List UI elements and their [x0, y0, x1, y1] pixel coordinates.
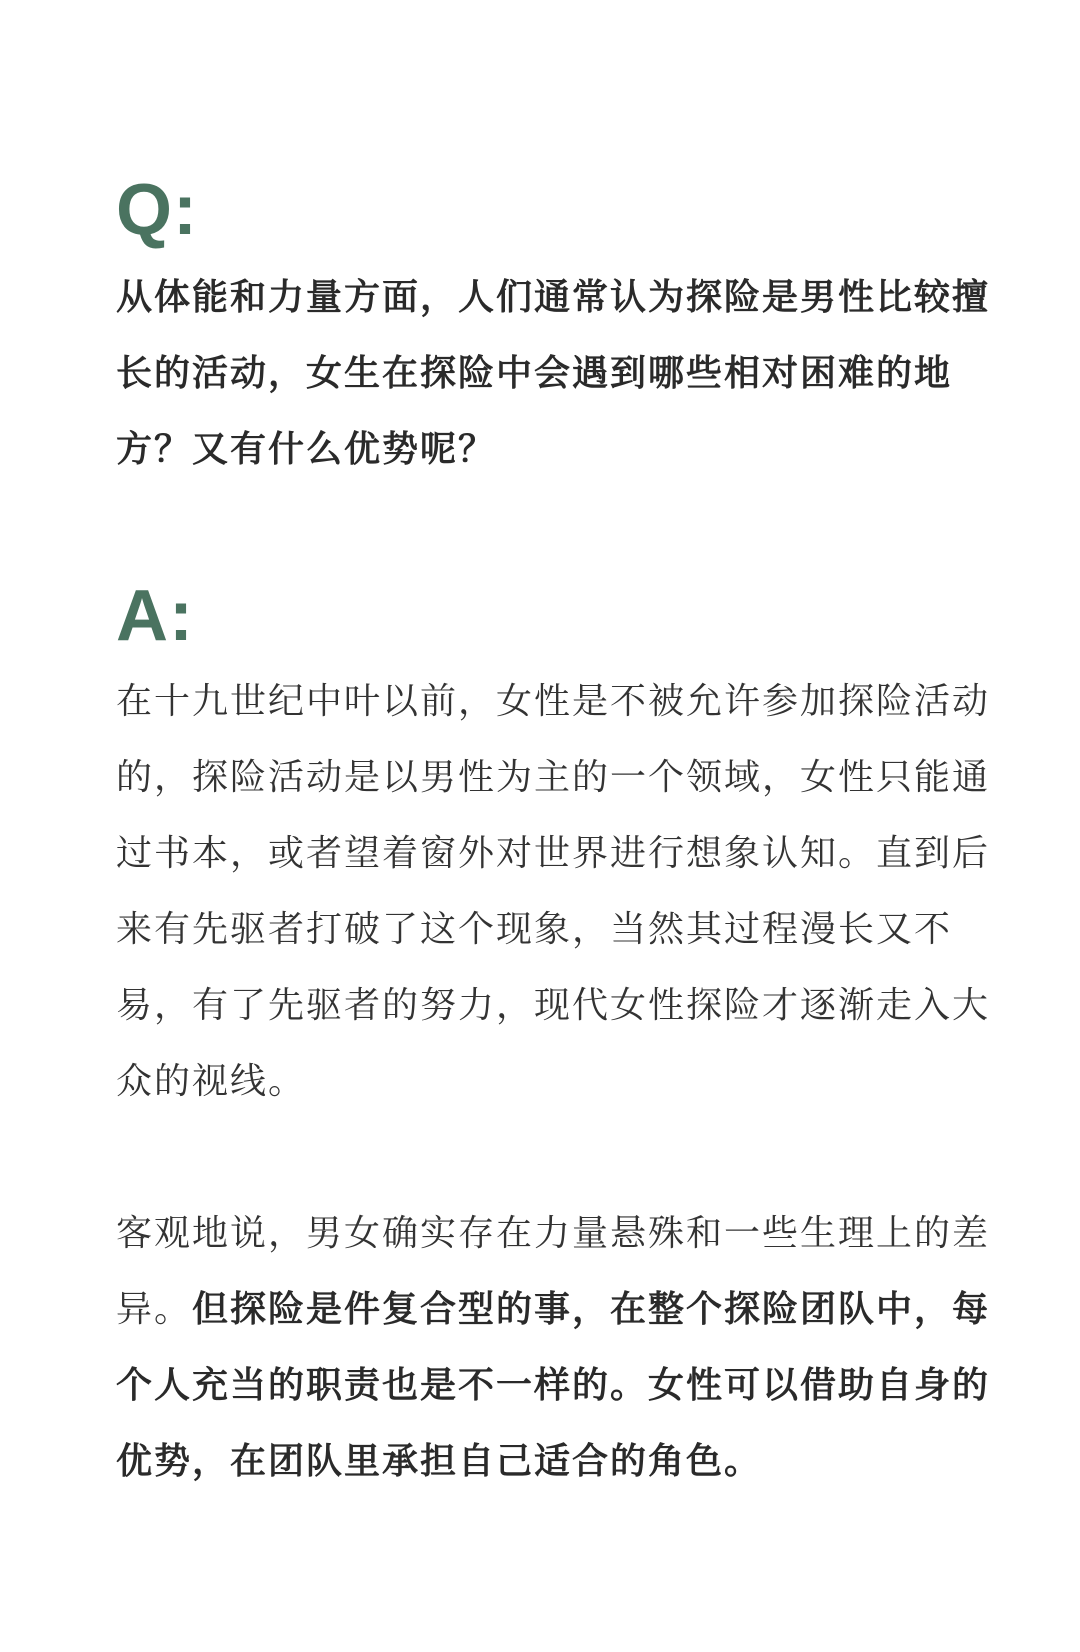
- question-text: 从体能和力量方面，人们通常认为探险是男性比较擅长的活动，女生在探险中会遇到哪些相对困难的地方？又有什么优势呢？: [116, 277, 991, 470]
- answer-paragraph-2-plain: 客观地说，男女确实存在力量悬殊和一些生理上的差异。: [116, 1213, 991, 1330]
- qa-article: [116, 170, 996, 1500]
- answer-label: A:: [116, 576, 194, 656]
- answer-paragraph-2: [116, 1196, 996, 1500]
- answer-paragraph-1: 在十九世纪中叶以前，女性是不被允许参加探险活动的，探险活动是以男性为主的一个领域，女性只能通过书本，或者望着窗外对世界进行想象认知。直到后来有先驱者打破了这个现象，当然其过程漫长又不易，有了先驱者的努力，现代女性探险才逐渐走入大众的视线。: [116, 681, 991, 1102]
- answer-paragraph-2-bold: 但探险是件复合型的事，在整个探险团队中，每个人充当的职责也是不一样的。女性可以借助自身的优势，在团队里承担自己适合的角色。: [116, 1289, 991, 1482]
- question-label: Q:: [116, 170, 198, 250]
